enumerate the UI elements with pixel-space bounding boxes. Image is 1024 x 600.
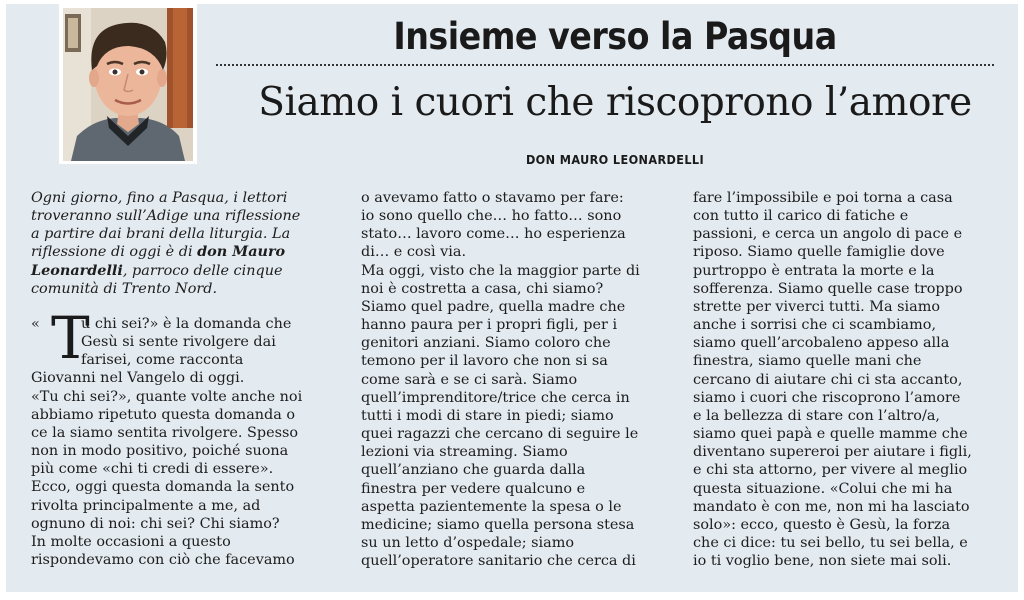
text-line: genitori anziani. Siamo coloro che [361,335,611,352]
text-line: quell’operatore sanitario che cerca di [361,553,636,570]
text-line: rivolta principalmente a me, ad [31,497,261,514]
article-headline: Siamo i cuori che riscoprono l’amore [258,80,972,125]
text-line: quei ragazzi che cercano di seguire le [361,426,639,443]
text-line: quell’anziano che guarda dalla [361,462,586,479]
text-line: temono per il lavoro che non si sa [361,353,608,370]
intro-line: riflessione di oggi è di don Mauro [31,243,286,261]
text-line: In molte occasioni a questo [31,533,231,550]
text-line: Giovanni nel Vangelo di oggi. [31,370,245,387]
drop-cap: T [51,303,90,372]
text-line: finestra, siamo quelle mani che [693,353,922,370]
text-line: solo»: ecco, questo è Gesù, la forza [693,516,951,533]
text-line: più come «chi ti credi di essere». [31,461,274,478]
article-column-3 [693,189,991,570]
text-line: mandato è con me, non mi ha lasciato [693,498,970,515]
text-line: medicine; siamo quella persona stesa [361,516,635,533]
text-line: tutti i modi di stare in piedi; siamo [361,407,614,424]
text-line: io sono quello che… ho fatto… sono [361,208,622,225]
text-line: e chi sta attorno, per vivere al meglio [693,462,968,479]
text-line: rispondevamo con ciò che facevamo [31,551,295,568]
text-line: «Tu chi sei?», quante volte anche noi [31,388,303,405]
body-lines [693,189,991,570]
author-photo [63,8,193,161]
text-line: Gesù si sente rivolgere dai [81,334,276,351]
intro-line: Ogni giorno, fino a Pasqua, i lettori [31,190,288,206]
text-line: Ma oggi, visto che la maggior parte di [361,262,640,279]
text-line: finestra per vedere qualcuno e [361,480,586,497]
text-line: con tutto il carico di fatiche e [693,208,909,225]
article-column-2 [361,189,666,570]
text-line: farisei, come racconta [81,352,244,369]
author-surname: Leonardelli [31,261,123,279]
text-line: sofferenza. Siamo quelle case troppo [693,280,963,297]
text-line: siamo quell’arcobaleno appeso alla [693,335,950,352]
text-line: anche i sorrisi che ci scambiamo, [693,317,937,334]
text-line: noi è costretta a casa, chi siamo? [361,280,604,297]
text-line: riposo. Siamo quelle famiglie dove [693,244,945,261]
text-line: siamo i cuori che riscoprono l’amore [693,389,961,406]
text-line: cercano di aiutare chi ci sta accanto, [693,371,963,388]
dotted-divider [216,64,994,66]
author-name: don Mauro [197,243,286,261]
intro-line: comunità di Trento Nord. [31,280,218,297]
text-line: o avevamo fatto o stavamo per fare: [361,190,624,206]
intro-paragraph [31,189,333,298]
text-line: purtroppo è entrata la morte e la [693,262,935,279]
text-line: siamo quei papà e quelle mamme che [693,426,968,443]
text-line: di… e così via. [361,244,467,261]
text-line: aspetta pazientemente la spesa o le [361,498,622,515]
text-line: lezioni via streaming. Siamo [361,444,568,461]
text-line: come sarà e se ci sarà. Siamo [361,371,578,388]
text-line: abbiamo ripetuto questa domanda o [31,406,296,423]
section-kicker: Insieme verso la Pasqua [393,15,837,58]
text-line: e la bellezza di stare con l’altro/a, [693,407,940,424]
text-line: stato… lavoro come… ho esperienza [361,226,626,243]
text-line: ognuno di noi: chi sei? Chi siamo? [31,515,280,532]
intro-line: a partire dai brani della liturgia. La [31,226,291,243]
intro-line: Leonardelli, parroco delle cinque [31,261,283,279]
text-line: strette per viverci tutti. Ma siamo [693,298,941,315]
text-line: io ti voglio bene, non siete mai soli. [693,553,952,570]
text-line: Siamo quel padre, quella madre che [361,298,626,315]
text-line: diventano supereroi per aiutare i figli, [693,444,972,461]
intro-line: troveranno sull’Adige una riflessione [31,208,301,225]
text-line: che ci dice: tu sei bello, tu sei bella, e [693,534,968,551]
text-line: passioni, e cerca un angolo di pace e [693,226,963,243]
text-line: fare l’impossibile e poi torna a casa [693,190,953,206]
opening-quote: « [31,315,40,332]
text-line: non in modo positivo, poiché suona [31,443,289,460]
text-line: Ecco, oggi questa domanda la sento [31,479,295,496]
text-line: su un letto d’ospedale; siamo [361,534,575,551]
body-paragraph [31,303,333,569]
text-line: u chi sei?» è la domanda che [81,315,292,332]
text-line: quell’imprenditore/trice che cerca in [361,389,630,406]
author-byline: DON MAURO LEONARDELLI [525,152,705,167]
text-line: hanno paura per i propri figli, per i [361,317,618,334]
body-lines [361,189,666,570]
text-line: ce la siamo sentita rivolgere. Spesso [31,424,299,441]
article-column-1 [31,189,333,569]
text-line: questa situazione. «Colui che mi ha [693,480,953,497]
